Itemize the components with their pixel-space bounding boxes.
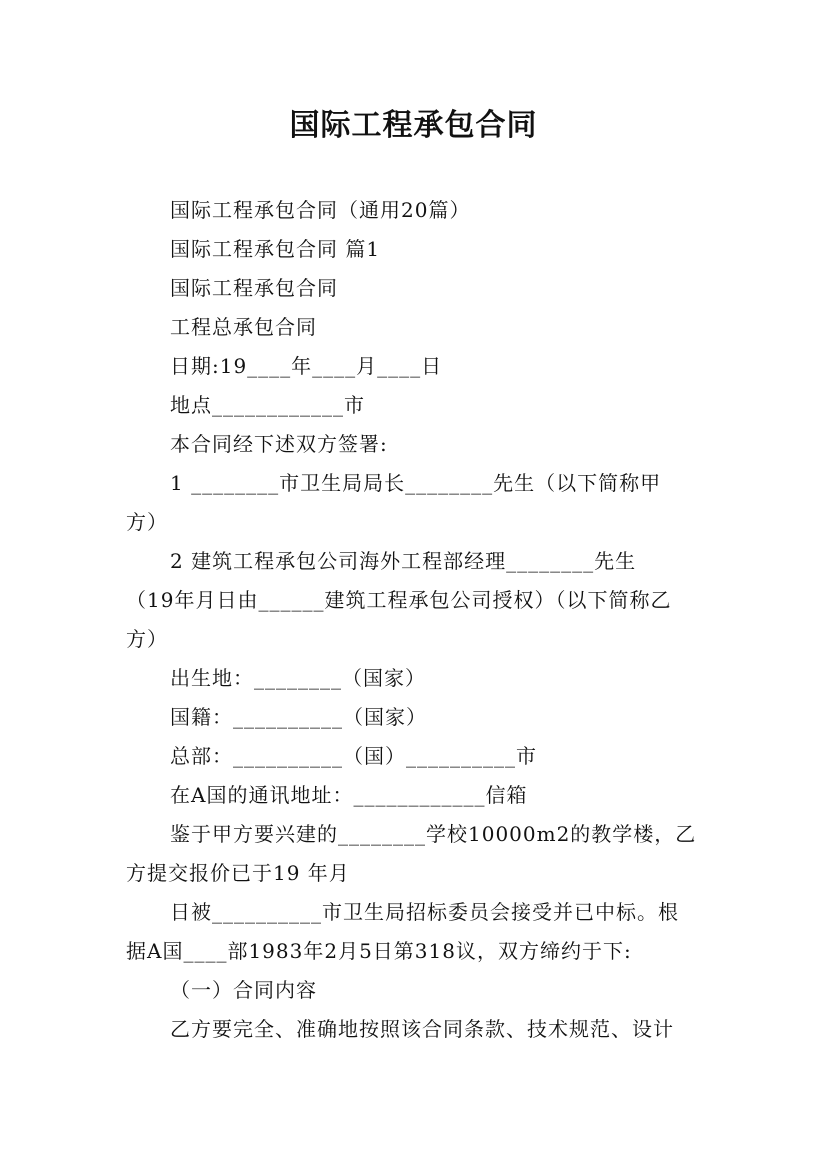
birthplace-line: 出生地：________（国家） (170, 666, 426, 690)
headquarters-line: 总部：__________（国）__________市 (170, 744, 537, 768)
location-line: 地点____________市 (170, 393, 365, 417)
nationality-line: 国籍：__________（国家） (170, 705, 427, 729)
paragraph-line: 据A国____部1983年2月5日第318议，双方缔约于下: (126, 939, 632, 963)
paragraph-line: 国际工程承包合同 (170, 276, 338, 300)
paragraph-line: 工程总承包合同 (170, 315, 317, 339)
paragraph-line: 日被__________市卫生局招标委员会接受并已中标。根 (170, 900, 679, 924)
paragraph-line: 方提交报价已于19 年月 (126, 861, 350, 885)
document-title: 国际工程承包合同 (289, 108, 538, 143)
date-line: 日期:19____年____月____日 (170, 354, 443, 378)
address-line: 在A国的通讯地址：____________信箱 (170, 783, 528, 807)
subtitle-line: 国际工程承包合同（通用20篇） (170, 198, 471, 222)
party-a-line: 1 ________市卫生局局长________先生（以下简称甲 (170, 471, 662, 495)
section-heading: 国际工程承包合同 篇1 (170, 237, 381, 261)
section-heading: （一）合同内容 (170, 978, 317, 1002)
paragraph-line: 本合同经下述双方签署: (170, 432, 388, 456)
paragraph-line: 方） (126, 627, 168, 651)
paragraph-line: （19年月日由______建筑工程承包公司授权）（以下简称乙 (126, 588, 672, 612)
paragraph-line: 鉴于甲方要兴建的________学校10000m2的教学楼，乙 (170, 822, 697, 846)
paragraph-line: 乙方要完全、准确地按照该合同条款、技术规范、设计 (170, 1017, 674, 1041)
paragraph-line: 方） (126, 510, 168, 534)
party-b-line: 2 建筑工程承包公司海外工程部经理________先生 (170, 549, 637, 573)
